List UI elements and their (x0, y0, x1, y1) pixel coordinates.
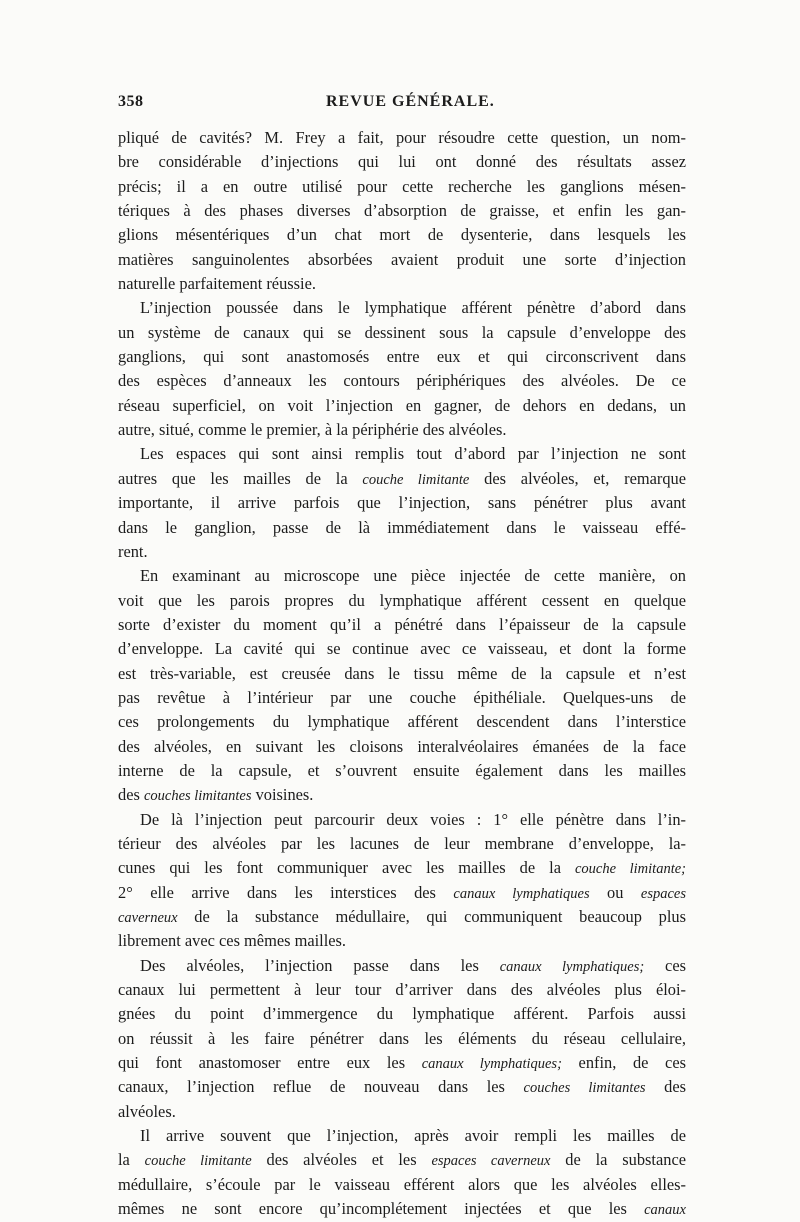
text-line (118, 1124, 686, 1148)
text-line (118, 467, 686, 491)
text-run: En examinant au microscope une pièce injectée de cette manière, on (140, 566, 686, 586)
text-run: importante, il arrive parfois que l’injection, sans pénétrer plus avant (118, 493, 686, 513)
text-line (118, 126, 686, 150)
text-line (118, 394, 686, 418)
text-line (118, 516, 686, 540)
text-line (118, 1100, 686, 1124)
text-run: interne de la capsule, et s’ouvrent ensuite également dans les mailles (118, 760, 686, 780)
text-run: des alvéoles, en suivant les cloisons interalvéolaires émanées de la face (118, 736, 686, 756)
text-run: voisines. (251, 785, 314, 805)
text-run: on réussit à les faire pénétrer dans les éléments du réseau cellulaire, (118, 1028, 686, 1048)
italic-term: caverneux (118, 910, 178, 926)
text-line (118, 735, 686, 759)
text-line (118, 808, 686, 832)
text-run: canaux lui permettent à leur tour d’arriver dans des alvéoles plus éloi- (118, 980, 686, 1000)
text-line (118, 1197, 686, 1221)
text-line (118, 832, 686, 856)
text-line (118, 272, 686, 296)
text-run: ou (589, 882, 641, 902)
text-line (118, 296, 686, 320)
text-run: est très-variable, est creusée dans le tissu même de la capsule et n’est (118, 663, 686, 683)
text-run: glions mésentériques d’un chat mort de dysenterie, dans lesquels les (118, 225, 686, 245)
page-number: 358 (118, 93, 144, 110)
text-run: dans le ganglion, passe de là immédiatement dans le vaisseau effé- (118, 517, 686, 537)
text-run: tériques à des phases diverses d’absorption de graisse, et enfin les gan- (118, 201, 686, 221)
text-line (118, 978, 686, 1002)
body-text (118, 126, 686, 1221)
text-line (118, 150, 686, 174)
text-line (118, 637, 686, 661)
text-line (118, 1002, 686, 1026)
text-line (118, 662, 686, 686)
text-line (118, 905, 686, 929)
text-run: naturelle parfaitement réussie. (118, 274, 316, 294)
text-line (118, 929, 686, 953)
italic-term: espaces (640, 885, 686, 902)
text-run: ces (644, 955, 686, 975)
text-run: De là l’injection peut parcourir deux voies : 1° elle pénètre dans l’in- (140, 809, 686, 829)
text-line (118, 199, 686, 223)
text-line (118, 1173, 686, 1197)
text-run: de la substance (550, 1150, 686, 1170)
text-line (118, 564, 686, 588)
text-run: des alvéoles, et, remarque (469, 468, 686, 488)
text-line (118, 710, 686, 734)
text-run: d’enveloppe. La cavité qui se continue avec ce vaisseau, et dont la forme (118, 639, 686, 659)
text-run: L’injection poussée dans le lymphatique afférent pénètre d’abord dans (140, 298, 686, 318)
running-header (118, 93, 686, 117)
text-line (118, 881, 686, 905)
text-line (118, 442, 686, 466)
text-run: rent. (118, 541, 148, 561)
italic-term: couches limitantes (523, 1080, 646, 1097)
text-run: Les espaces qui sont ainsi remplis tout d’abord par l’injection ne sont (140, 444, 686, 464)
text-run: librement avec ces mêmes mailles. (118, 931, 347, 951)
text-run: 2° elle arrive dans les interstices des (118, 882, 454, 902)
text-run: un système de canaux qui se dessinent sous la capsule d’enveloppe des (118, 322, 686, 342)
text-line (118, 1027, 686, 1051)
text-run: alvéoles. (118, 1101, 176, 1121)
text-line (118, 954, 686, 978)
text-run: ces prolongements du lymphatique afférent descendent dans l’interstice (118, 712, 686, 732)
italic-term: canaux lymphatiques; (421, 1056, 562, 1073)
text-run: canaux, l’injection reflue de nouveau dans les (118, 1077, 524, 1097)
text-run: des alvéoles et les (251, 1150, 432, 1170)
italic-term: couche limitante; (575, 861, 686, 878)
text-run: sorte d’exister du moment qu’il a pénétré dans l’épaisseur de la capsule (118, 614, 686, 634)
text-run: autre, situé, comme le premier, à la périphérie des alvéoles. (118, 420, 507, 440)
text-line (118, 783, 686, 807)
text-line (118, 759, 686, 783)
text-line (118, 345, 686, 369)
text-run: ganglions, qui sont anastomosés entre eux et qui circonscrivent dans (118, 347, 686, 367)
text-run: de la substance médullaire, qui communiquent beaucoup plus (177, 907, 686, 926)
text-run: des (118, 785, 144, 805)
running-title: REVUE GÉNÉRALE. (326, 93, 495, 110)
text-run: gnées du point d’immergence du lymphatique afférent. Parfois aussi (118, 1004, 686, 1024)
italic-term: couche limitante (144, 1153, 252, 1170)
text-run: Des alvéoles, l’injection passe dans les (140, 955, 500, 975)
text-run: médullaire, s’écoule par le vaisseau efférent alors que les alvéoles elles- (118, 1174, 686, 1194)
text-run: pas revêtue à l’intérieur par une couche épithéliale. Quelques-uns de (118, 687, 686, 707)
text-line (118, 491, 686, 515)
text-line (118, 223, 686, 247)
text-line (118, 369, 686, 393)
text-run: précis; il a en outre utilisé pour cette recherche les ganglions mésen- (118, 176, 686, 196)
text-line (118, 540, 686, 564)
text-run: autres que les mailles de la (118, 468, 363, 488)
italic-term: canaux lymphatiques (453, 885, 590, 902)
text-line (118, 856, 686, 880)
italic-term: couche limitante (362, 471, 470, 488)
text-run: des espèces d’anneaux les contours périphériques des alvéoles. De ce (118, 371, 686, 391)
text-run: bre considérable d’injections qui lui ont donné des résultats assez (118, 152, 686, 172)
text-run: réseau superficiel, on voit l’injection en gagner, de dehors en dedans, un (118, 395, 686, 415)
italic-term: canaux (644, 1202, 686, 1219)
text-line (118, 418, 686, 442)
text-line (118, 1075, 686, 1099)
text-run: cunes qui les font communiquer avec les mailles de la (118, 858, 575, 878)
text-run: matières sanguinolentes absorbées avaient produit une sorte d’injection (118, 249, 686, 269)
text-line (118, 589, 686, 613)
text-line (118, 686, 686, 710)
text-run: pliqué de cavités? M. Frey a fait, pour résoudre cette question, un nom- (118, 128, 686, 147)
text-run: des (645, 1077, 686, 1097)
text-run: Il arrive souvent que l’injection, après avoir rempli les mailles de (140, 1126, 686, 1146)
italic-term: couches limitantes (143, 788, 252, 805)
text-run: enfin, de ces (561, 1053, 686, 1073)
italic-term: espaces caverneux (431, 1153, 551, 1170)
italic-term: canaux lymphatiques; (499, 958, 645, 975)
text-run: qui font anastomoser entre eux les (118, 1053, 422, 1073)
text-run: voit que les parois propres du lymphatique afférent cessent en quelque (118, 590, 686, 610)
text-run: la (118, 1150, 145, 1170)
text-line (118, 248, 686, 272)
text-line (118, 613, 686, 637)
text-line (118, 1148, 686, 1172)
text-run: térieur des alvéoles par les lacunes de leur membrane d’enveloppe, la- (118, 833, 686, 853)
text-line (118, 1051, 686, 1075)
text-run: mêmes ne sont encore qu’incomplétement injectées et que les (118, 1199, 645, 1219)
text-line (118, 175, 686, 199)
text-line (118, 321, 686, 345)
